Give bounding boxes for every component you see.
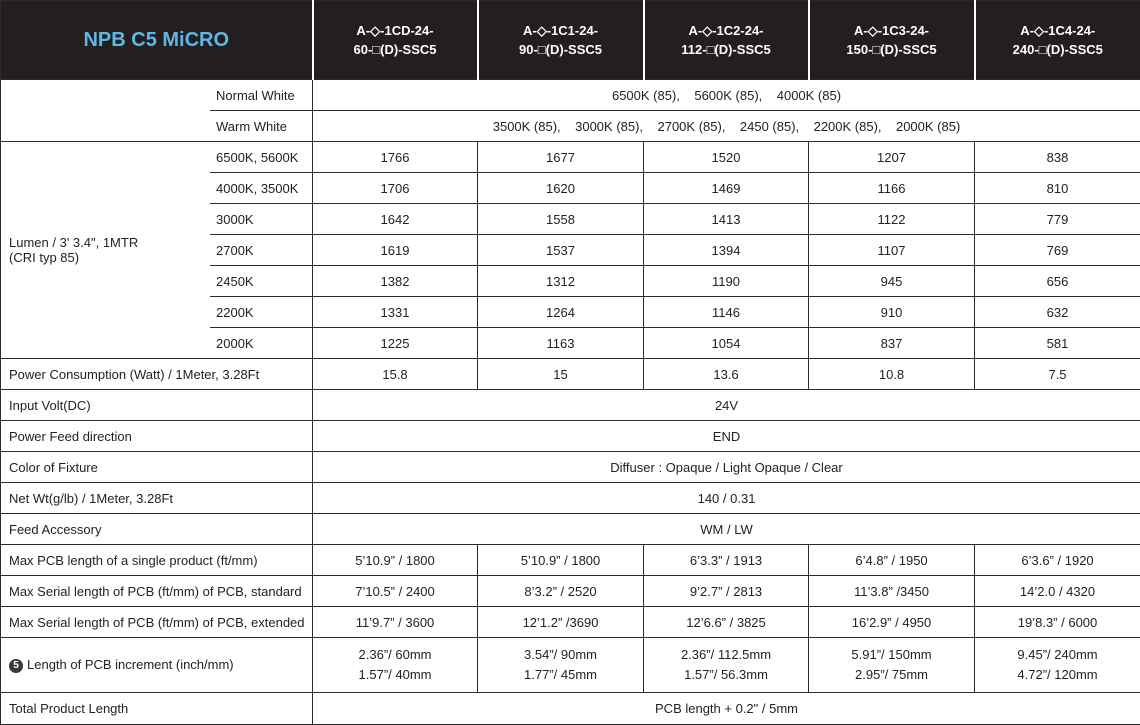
cct-label: 6500K, 5600K	[210, 142, 313, 173]
number-five-icon: 5	[9, 659, 23, 673]
row-label: Max PCB length of a single product (ft/mm)	[1, 545, 313, 576]
color-temp-label-cell	[1, 80, 210, 142]
row-label: Max Serial length of PCB (ft/mm) of PCB, standard	[1, 576, 313, 607]
lumen-value: 1413	[644, 204, 809, 235]
lumen-value: 1766	[313, 142, 478, 173]
row-value: END	[313, 421, 1140, 452]
lumen-value: 1264	[478, 297, 644, 328]
model-code-line1: A-◇-1C1-24-	[523, 23, 598, 38]
length-value: 14’2.0 / 4320	[975, 576, 1140, 607]
row-value: 3500K (85), 3000K (85), 2700K (85), 2450 (85), 2200K (85), 2000K (85)	[313, 111, 1140, 142]
length-value: 6’3.3” / 1913	[644, 545, 809, 576]
lumen-value: 1166	[809, 173, 975, 204]
lumen-value: 838	[975, 142, 1140, 173]
row-value: PCB length + 0.2" / 5mm	[313, 693, 1140, 725]
lumen-label: Lumen / 3' 3.4", 1MTR (CRI typ 85)	[1, 142, 210, 359]
model-header	[975, 1, 1140, 80]
length-value: 9’2.7” / 2813	[644, 576, 809, 607]
row-label: Color of Fixture	[1, 452, 313, 483]
row-label	[1, 638, 313, 693]
max-serial-standard-row	[1, 576, 1140, 607]
lumen-value: 632	[975, 297, 1140, 328]
lumen-value: 581	[975, 328, 1140, 359]
lumen-value: 779	[975, 204, 1140, 235]
lumen-value: 1146	[644, 297, 809, 328]
model-code-line2: 112-□(D)-SSC5	[681, 42, 771, 57]
length-value: 11’3.8” /3450	[809, 576, 975, 607]
lumen-value: 945	[809, 266, 975, 297]
lumen-value: 1620	[478, 173, 644, 204]
max-serial-extended-row	[1, 607, 1140, 638]
power-value: 15	[478, 359, 644, 390]
power-value: 15.8	[313, 359, 478, 390]
lumen-value: 1107	[809, 235, 975, 266]
length-value: 8’3.2” / 2520	[478, 576, 644, 607]
header-row	[1, 1, 1140, 80]
increment-value: 3.54”/ 90mm 1.77”/ 45mm	[478, 638, 644, 693]
power-value: 10.8	[809, 359, 975, 390]
power-feed-row	[1, 421, 1140, 452]
length-value: 19’8.3” / 6000	[975, 607, 1140, 638]
length-value: 16’2.9” / 4950	[809, 607, 975, 638]
row-label: Input Volt(DC)	[1, 390, 313, 421]
model-code-line1: A-◇-1C3-24-	[854, 23, 929, 38]
model-code-line2: 60-□(D)-SSC5	[354, 42, 437, 57]
model-header	[313, 1, 478, 80]
row-value: 24V	[313, 390, 1140, 421]
cct-label: 4000K, 3500K	[210, 173, 313, 204]
model-header	[809, 1, 975, 80]
row-value: WM / LW	[313, 514, 1140, 545]
row-label: Net Wt(g/lb) / 1Meter, 3.28Ft	[1, 483, 313, 514]
lumen-value: 910	[809, 297, 975, 328]
lumen-value: 1122	[809, 204, 975, 235]
row-label: Total Product Length	[1, 693, 313, 725]
lumen-value: 1677	[478, 142, 644, 173]
lumen-value: 1190	[644, 266, 809, 297]
power-value: 7.5	[975, 359, 1140, 390]
length-value: 6’4.8” / 1950	[809, 545, 975, 576]
net-weight-row	[1, 483, 1140, 514]
pcb-increment-label: Length of PCB increment (inch/mm)	[27, 657, 234, 672]
model-code-line1: A-◇-1C2-24-	[689, 23, 764, 38]
total-length-row	[1, 693, 1140, 725]
model-code-line2: 240-□(D)-SSC5	[1013, 42, 1103, 57]
length-value: 5’10.9” / 1800	[313, 545, 478, 576]
model-code-line1: A-◇-1C4-24-	[1020, 23, 1095, 38]
row-label: Power Consumption (Watt) / 1Meter, 3.28Ft	[1, 359, 313, 390]
lumen-value: 1163	[478, 328, 644, 359]
lumen-value: 1312	[478, 266, 644, 297]
lumen-value: 1394	[644, 235, 809, 266]
cct-label: 2200K	[210, 297, 313, 328]
pcb-increment-row	[1, 638, 1140, 693]
lumen-value: 837	[809, 328, 975, 359]
increment-value: 9.45”/ 240mm 4.72”/ 120mm	[975, 638, 1140, 693]
max-pcb-single-row	[1, 545, 1140, 576]
model-code-line2: 150-□(D)-SSC5	[846, 42, 936, 57]
lumen-row	[1, 142, 1140, 173]
lumen-value: 1558	[478, 204, 644, 235]
cct-label: 2000K	[210, 328, 313, 359]
length-value: 6’3.6” / 1920	[975, 545, 1140, 576]
power-consumption-row	[1, 359, 1140, 390]
row-label: Warm White	[210, 111, 313, 142]
power-value: 13.6	[644, 359, 809, 390]
length-value: 12’6.6” / 3825	[644, 607, 809, 638]
lumen-value: 1054	[644, 328, 809, 359]
model-header	[478, 1, 644, 80]
row-value: 6500K (85), 5600K (85), 4000K (85)	[313, 80, 1140, 111]
increment-value: 2.36”/ 112.5mm 1.57”/ 56.3mm	[644, 638, 809, 693]
cct-label: 2450K	[210, 266, 313, 297]
input-volt-row	[1, 390, 1140, 421]
model-header	[644, 1, 809, 80]
row-label: Max Serial length of PCB (ft/mm) of PCB, extended	[1, 607, 313, 638]
lumen-value: 810	[975, 173, 1140, 204]
length-value: 12’1.2” /3690	[478, 607, 644, 638]
cct-label: 2700K	[210, 235, 313, 266]
increment-value: 2.36”/ 60mm 1.57”/ 40mm	[313, 638, 478, 693]
lumen-value: 1469	[644, 173, 809, 204]
row-label: Normal White	[210, 80, 313, 111]
normal-white-row	[1, 80, 1140, 111]
product-title: NPB C5 MiCRO	[1, 1, 313, 80]
row-label: Feed Accessory	[1, 514, 313, 545]
lumen-value: 656	[975, 266, 1140, 297]
lumen-value: 1225	[313, 328, 478, 359]
lumen-value: 1382	[313, 266, 478, 297]
length-value: 11’9.7” / 3600	[313, 607, 478, 638]
row-label: Power Feed direction	[1, 421, 313, 452]
model-code-line1: A-◇-1CD-24-	[356, 23, 433, 38]
lumen-value: 1619	[313, 235, 478, 266]
row-value: 140 / 0.31	[313, 483, 1140, 514]
lumen-value: 1642	[313, 204, 478, 235]
cct-label: 3000K	[210, 204, 313, 235]
lumen-value: 1520	[644, 142, 809, 173]
lumen-value: 769	[975, 235, 1140, 266]
length-value: 5’10.9” / 1800	[478, 545, 644, 576]
lumen-value: 1537	[478, 235, 644, 266]
row-value: Diffuser : Opaque / Light Opaque / Clear	[313, 452, 1140, 483]
lumen-value: 1331	[313, 297, 478, 328]
lumen-value: 1706	[313, 173, 478, 204]
length-value: 7’10.5” / 2400	[313, 576, 478, 607]
model-code-line2: 90-□(D)-SSC5	[519, 42, 602, 57]
lumen-value: 1207	[809, 142, 975, 173]
fixture-color-row	[1, 452, 1140, 483]
increment-value: 5.91”/ 150mm 2.95”/ 75mm	[809, 638, 975, 693]
feed-accessory-row	[1, 514, 1140, 545]
